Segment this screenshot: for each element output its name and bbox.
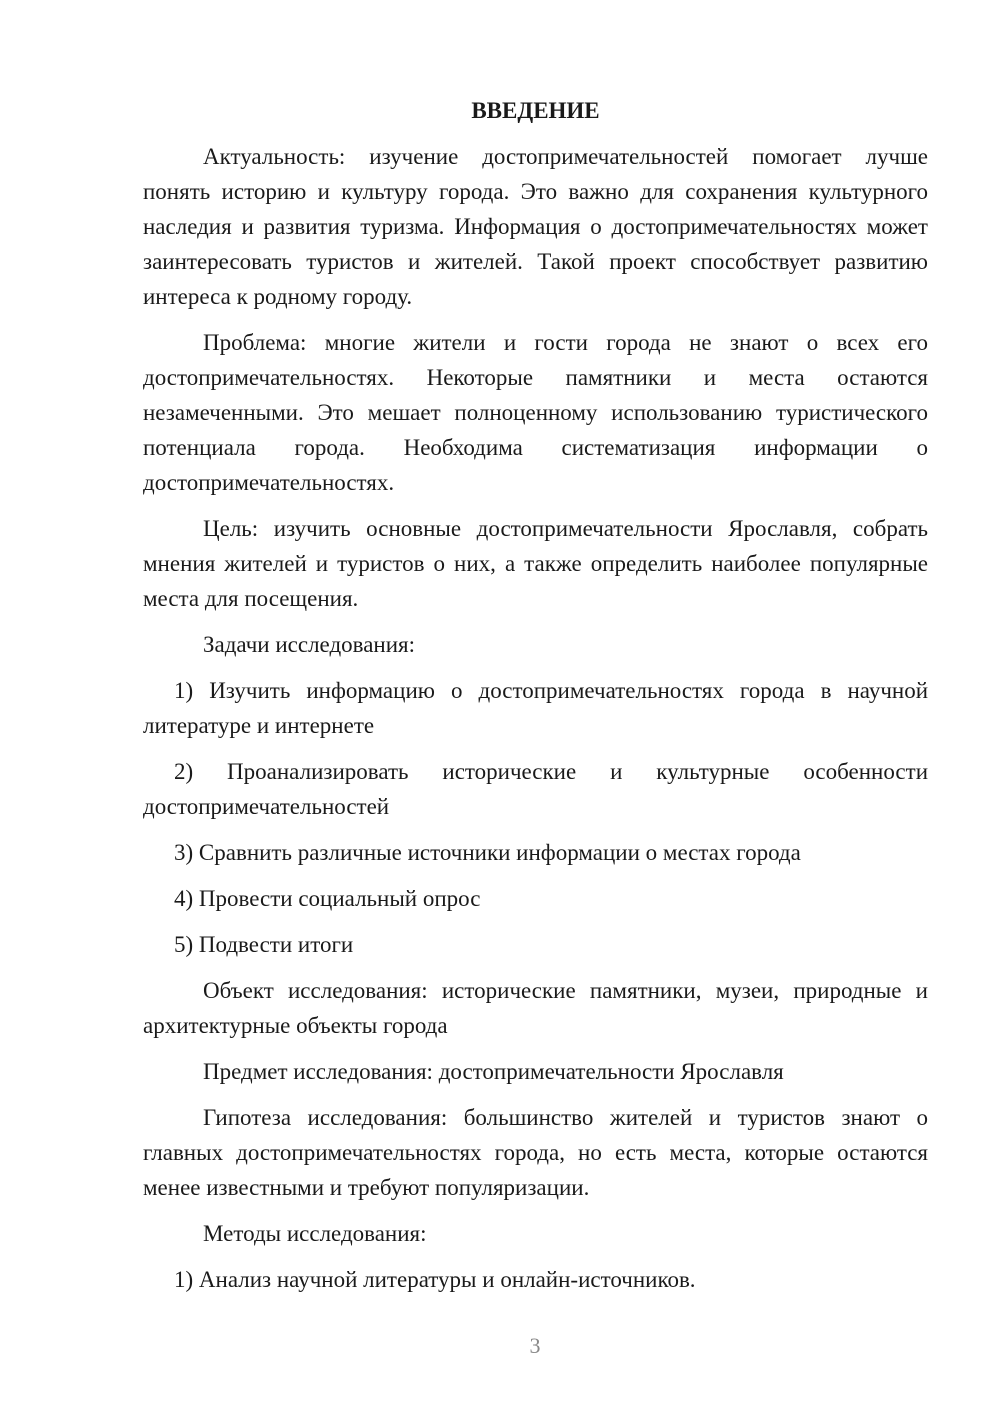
- relevance-paragraph: Актуальность: изучение достопримечательностей помогает лучше понять историю и культуру города. Это важно для сохранения культурного наследия и развития туризма. Информация о достопримечательностях может заинтересовать туристов и жителей. Такой проект способствует развитию интереса к родному городу.: [143, 144, 928, 309]
- problem-paragraph: Проблема: многие жители и гости города не знают о всех его достопримечательностях. Некоторые памятники и места остаются незамеченными. Это мешает полноценному использованию туристического потенциала города. Необходима систематизация информации о достопримечательностях.: [143, 330, 928, 495]
- page-number: 3: [529, 1333, 541, 1358]
- task-item-3: 3) Сравнить различные источники информации о местах города: [174, 840, 801, 865]
- page-content: [143, 93, 928, 1308]
- subject-paragraph: Предмет исследования: достопримечательности Ярославля: [203, 1059, 784, 1084]
- tasks-heading: Задачи исследования:: [203, 632, 416, 657]
- task-item-1: 1) Изучить информацию о достопримечательностях города в научной литературе и интернете: [143, 678, 928, 738]
- task-item-2: 2) Проанализировать исторические и культурные особенности достопримечательностей: [143, 759, 928, 819]
- task-item-5: 5) Подвести итоги: [174, 932, 354, 957]
- goal-paragraph: Цель: изучить основные достопримечательности Ярославля, собрать мнения жителей и туристов о них, а также определить наиболее популярные места для посещения.: [143, 516, 928, 611]
- method-item-1: 1) Анализ научной литературы и онлайн-источников.: [174, 1267, 696, 1292]
- methods-heading: Методы исследования:: [203, 1221, 427, 1246]
- section-title: ВВЕДЕНИЕ: [471, 98, 600, 123]
- object-paragraph: Объект исследования: исторические памятники, музеи, природные и архитектурные объекты города: [143, 978, 928, 1038]
- hypothesis-paragraph: Гипотеза исследования: большинство жителей и туристов знают о главных достопримечательностях города, но есть места, которые остаются менее известными и требуют популяризации.: [143, 1105, 928, 1200]
- task-item-4: 4) Провести социальный опрос: [174, 886, 481, 911]
